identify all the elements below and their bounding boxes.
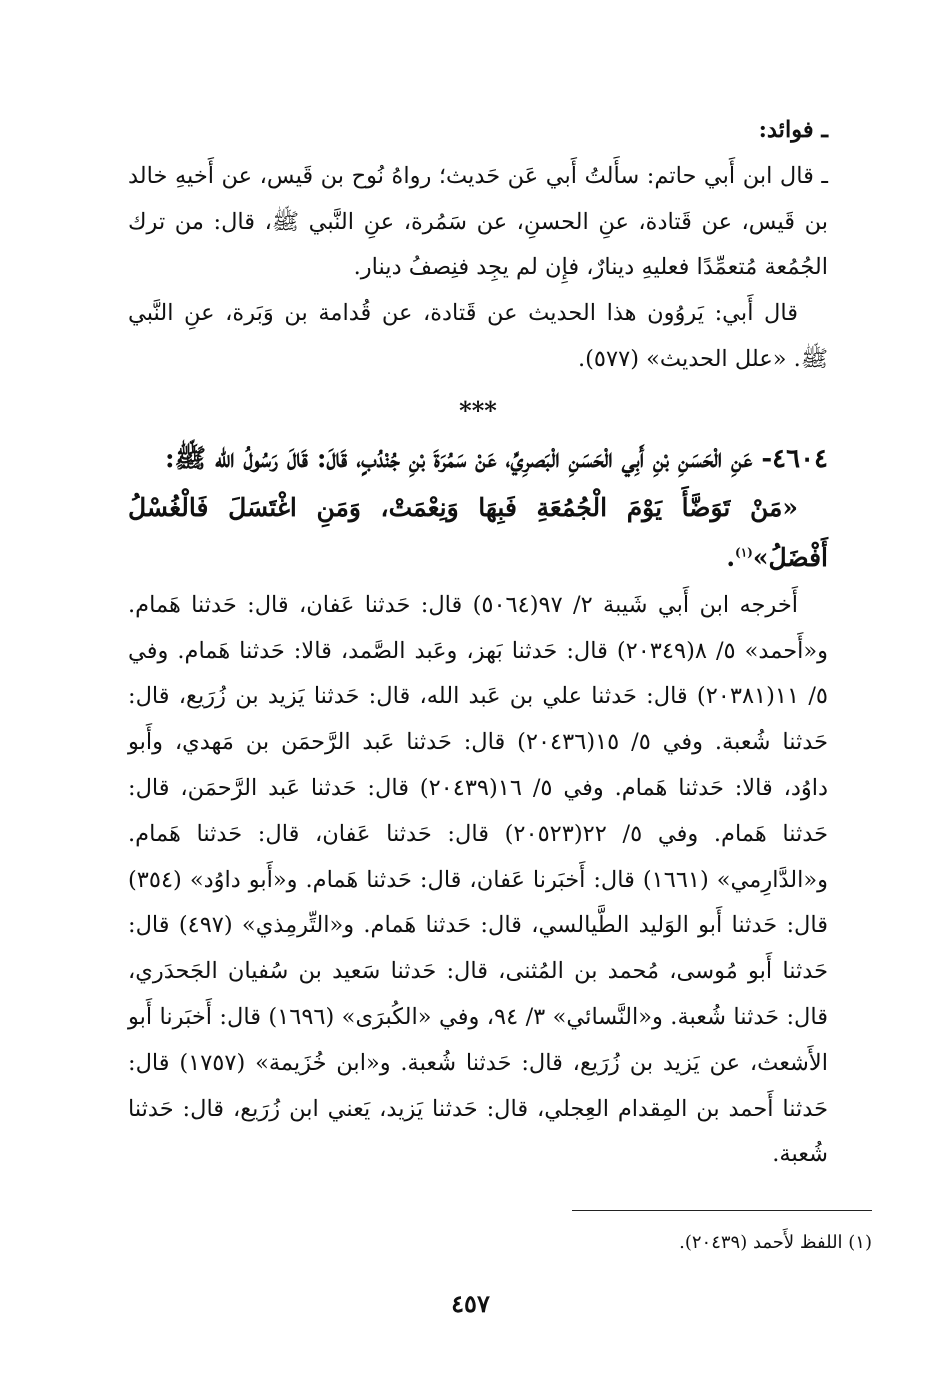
- section-heading: ـ فوائد:: [758, 117, 828, 143]
- footnote: (١) اللفظ لأَحمد (٢٠٤٣٩).: [679, 1232, 872, 1253]
- takhrij-paragraph: أَخرجه ابن أَبي شَيبة ٢/ ٩٧(٥٠٦٤) قال: حَدثنا عَفان، قال: حَدثنا هَمام. و«أَحمد» ٥/ ٨(٢٠٣٤٩) قال: حَدثنا بَهز، وعَبد الصَّمد، قالا: حَدثنا هَمام. وفي ٥/ ١١(٢٠٣٨١) قال: حَدثنا علي بن عَبد الله، قال: حَدثنا يَزيد بن زُرَيع، قال: حَدثنا شُعبة. وفي ٥/ ١٥(٢٠٤٣٦) قال: حَدثنا عَبد الرَّحمَن بن مَهدي، وأَبو داوُد، قالا: حَدثنا هَمام. وفي ٥/ ١٦(٢٠٤٣٩) قال: حَدثنا عَبد الرَّحمَن، قال: حَدثنا هَمام. وفي ٥/ ٢٢(٢٠٥٢٣) قال: حَدثنا عَفان، قال: حَدثنا هَمام. و«الدَّارِمي» (١٦٦١) قال: أَخبَرنا عَفان، قال: حَدثنا هَمام. و«أَبو داوُد» (٣٥٤) قال: حَدثنا أَبو الوَليد الطَّيالسي، قال: حَدثنا هَمام. و«التِّرمِذي» (٤٩٧) قال: حَدثنا أَبو مُوسى، مُحمد بن المُثنى، قال: حَدثنا سَعيد بن سُفيان الجَحدَري، قال: حَدثنا شُعبة. و«النَّسائي» ٣/ ٩٤، وفي «الكُبرَى» (١٦٩٦) قال: أَخبَرنا أَبو الأَشعث، عن يَزيد بن زُرَيع، قال: حَدثنا شُعبة. و«ابن خُزَيمة» (١٧٥٧) قال: حَدثنا أَحمد بن المِقدام العِجلي، قال: حَدثنا يَزيد، يَعني ابن زُرَيع، قال: حَدثنا شُعبة.: [128, 591, 829, 1168]
- hadith-text-line: [128, 483, 828, 583]
- footnote-divider: [572, 1210, 872, 1211]
- page-body: [128, 108, 828, 1178]
- page-number: ٤٥٧: [451, 1289, 490, 1318]
- benefit-paragraph: ـ قال ابن أَبي حاتم: سأَلتُ أَبي عَن حَديث؛ رواهُ نُوح بن قَيس، عن أَخيهِ خالد بن قَيس، عن قَتادة، عنِ الحسنِ، عن سَمُرة، عنِ النَّبي ﷺ، قال: من ترك الجُمُعة مُتعمِّدًا فعليهِ دينارٌ، فإِن لم يجِد فنِصفُ دينار.: [128, 162, 828, 281]
- benefit-paragraph: قال أَبي: يَروُون هذا الحديث عن قَتادة، عن قُدامة بن وَبَرة، عنِ النَّبي ﷺ. «علل الحديث» (٥٧٧).: [128, 300, 828, 372]
- hadith-end-mark: .: [726, 542, 736, 572]
- hadith-text: «مَنْ تَوَضَّأَ يَوْمَ الْجُمُعَةِ فَبِهَا وَنِعْمَتْ، وَمَنِ اغْتَسَلَ فَالْغُسْلُ أَفْضَلُ»: [128, 492, 828, 572]
- hadith-heading: ٤٦٠٤- عَنِ الْحَسَنِ بْنِ أَبِي الْحَسَنِ الْبَصرِيِّ، عَنْ سَمُرَةَ بْنِ جُنْدُبٍ، قَالَ: قَالَ رَسُولُ الله ﷺ:: [165, 443, 828, 474]
- footnote-reference: (١): [735, 545, 753, 560]
- section-separator: ***: [459, 395, 497, 425]
